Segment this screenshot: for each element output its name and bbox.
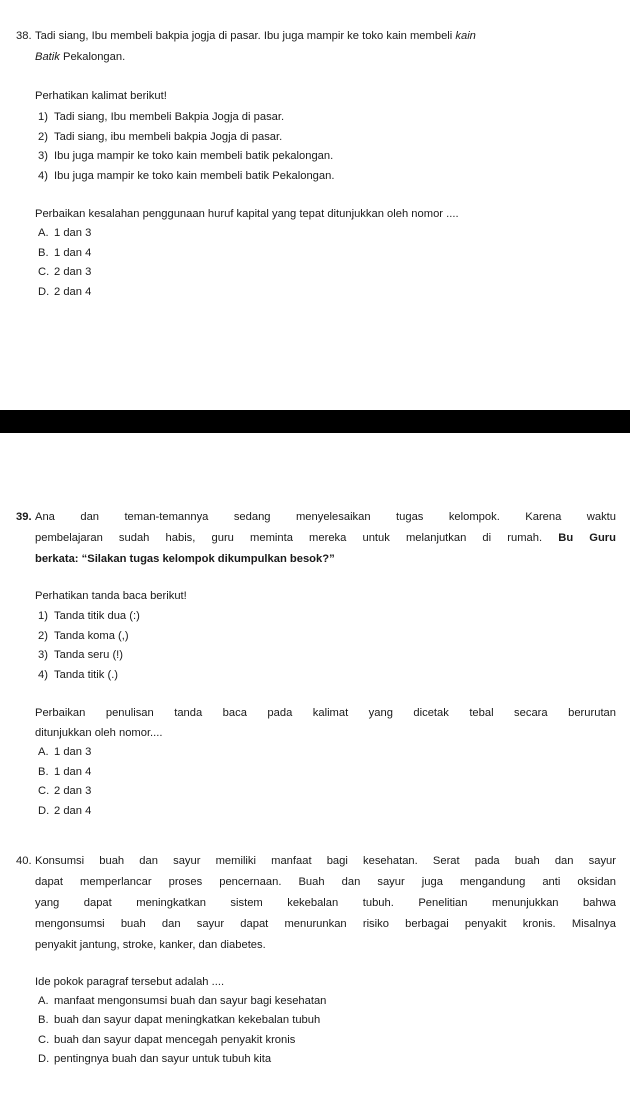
option-d[interactable]: D. 2 dan 4 (38, 285, 92, 298)
question-39-stem (0, 507, 630, 570)
list-item: 4) Tanda titik (.) (38, 668, 119, 681)
list-item: 4) Ibu juga mampir ke toko kain membeli batik Pekalongan. (38, 169, 335, 182)
option-b[interactable]: B. 1 dan 4 (38, 246, 92, 259)
question-38-prompt: Perhatikan kalimat berikut! (35, 90, 167, 102)
list-item: 3) Tanda seru (!) (38, 649, 124, 662)
list-item: 2) Tanda koma (,) (38, 629, 129, 642)
question-38-number: 38. (16, 30, 32, 42)
list-item: 1) Tanda titik dua (:) (38, 610, 140, 622)
question-38-sentence-list (0, 108, 630, 186)
option-a[interactable]: A. 1 dan 3 (38, 746, 92, 759)
question-39-stem-line-1: Ana dan teman-temannya sedang menyelesaikan tugas kelompok. Karena waktu (35, 511, 616, 523)
question-38-options (0, 224, 630, 302)
question-39-question: Perbaikan penulisan tanda baca pada kalimat yang dicetak tebal secara berurutan ditunjukkan oleh nomor.... (35, 707, 616, 740)
option-c[interactable]: C. 2 dan 3 (38, 266, 92, 279)
question-38-stem-line-1: Tadi siang, Ibu membeli bakpia jogja di pasar. Ibu juga mampir ke toko kain membeli kain (35, 30, 476, 42)
page-divider-bar (0, 410, 630, 433)
question-39-stem-line-2: pembelajaran sudah habis, guru meminta mereka untuk melanjutkan di rumah. Bu Guru (35, 532, 616, 544)
question-40-paragraph: 40. Konsumsi buah dan sayur memiliki manfaat bagi kesehatan. Serat pada buah dan sayur dapat memperlancar proses pencernaan. Buah dan sayur juga mengandung anti oksidan yang dapat meningkatkan sistem kekebalan tubuh. Penelitian menunjukkan bahwa mengonsumsi buah dan sayur dapat menurunkan risiko berbagai penyakit kronis. Misalnya penyakit jantung, stroke, kanker, dan diabetes. (0, 851, 630, 956)
question-38-question: Perbaikan kesalahan penggunaan huruf kapital yang tepat ditunjukkan oleh nomor .... (35, 208, 459, 221)
question-38-stem (0, 26, 630, 68)
list-item: 2) Tadi siang, ibu membeli bakpia Jogja di pasar. (38, 130, 283, 143)
option-b[interactable]: B. buah dan sayur dapat meningkatkan kekebalan tubuh (38, 1014, 321, 1027)
question-39-prompt: Perhatikan tanda baca berikut! (35, 590, 187, 602)
option-d[interactable]: D. 2 dan 4 (38, 804, 92, 817)
question-39-number: 39. (16, 511, 32, 523)
option-d[interactable]: D. pentingnya buah dan sayur untuk tubuh kita (38, 1053, 272, 1066)
option-b[interactable]: B. 1 dan 4 (38, 765, 92, 778)
option-c[interactable]: C. 2 dan 3 (38, 785, 92, 798)
question-38-stem-line-2: Batik Pekalongan. (35, 51, 126, 63)
question-40-options (0, 992, 630, 1070)
option-c[interactable]: C. buah dan sayur dapat mencegah penyakit kronis (38, 1033, 296, 1046)
list-item: 1) Tadi siang, Ibu membeli Bakpia Jogja di pasar. (38, 111, 285, 123)
question-39-stem-line-3: berkata: “Silakan tugas kelompok dikumpulkan besok?” (35, 553, 335, 565)
question-40-number: 40. (16, 855, 32, 867)
option-a[interactable]: A. manfaat mengonsumsi buah dan sayur bagi kesehatan (38, 995, 327, 1007)
question-39 (0, 507, 630, 821)
question-40 (0, 851, 630, 1070)
list-item: 3) Ibu juga mampir ke toko kain membeli batik pekalongan. (38, 150, 334, 163)
question-39-item-list (0, 607, 630, 685)
option-a[interactable]: A. 1 dan 3 (38, 227, 92, 240)
question-38 (0, 26, 630, 302)
question-39-options (0, 743, 630, 821)
question-40-question: Ide pokok paragraf tersebut adalah .... (35, 976, 225, 988)
